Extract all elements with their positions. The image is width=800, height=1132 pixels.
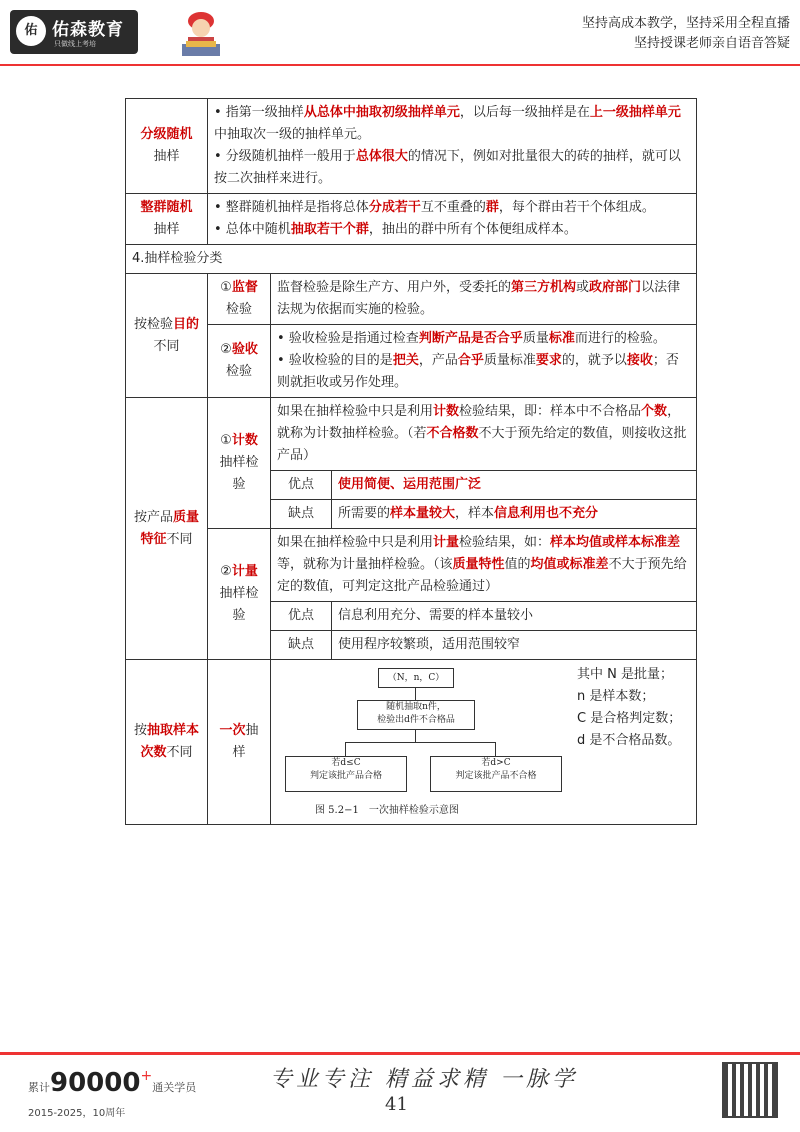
flow-edge-2 xyxy=(415,729,416,742)
content-multistage xyxy=(208,99,697,194)
flow-node-reject xyxy=(430,756,562,792)
bullet-cluster-2: • 总体中随机抽取若干个群，抽出的群中所有个体便组成样本。 xyxy=(214,222,577,237)
label-multistage xyxy=(126,99,208,194)
brand-name: 佑森教育 xyxy=(52,20,124,40)
single-sampling-flowchart xyxy=(275,662,565,818)
label-by-purpose: 按检验目的不同 xyxy=(126,274,208,398)
note-d: d 是不合格品数。 xyxy=(577,733,681,748)
slogan-line-1: 坚持高成本教学，坚持采用全程直播 xyxy=(581,16,790,31)
row-variable xyxy=(126,529,697,660)
bullet-cluster-1: • 整群随机抽样是指将总体分成若干互不重叠的群，每个群由若干个体组成。 xyxy=(214,200,655,215)
brand-logo xyxy=(10,10,138,54)
variable-desc: 如果在抽样检验中只是利用计量检验结果，如：样本均值或样本标准差等，就称为计量抽样检验。（该质量特性值的均值或标准差不大于预先给定的数值，可判定这批产品检验通过） xyxy=(277,535,687,594)
content-variable xyxy=(271,529,697,660)
page-header xyxy=(0,0,800,66)
row-single-sampling xyxy=(126,660,697,825)
row-acceptance xyxy=(126,325,697,398)
logo-seal-icon: 佑 xyxy=(16,16,46,46)
mascot-icon xyxy=(176,8,226,60)
row-attribute xyxy=(126,398,697,529)
flow-accept-line1: 若d≤C xyxy=(331,758,361,768)
label-by-times: 按抽取样本次数不同 xyxy=(126,660,208,825)
row-multistage xyxy=(126,99,697,194)
row-section-title xyxy=(126,245,697,274)
header-divider xyxy=(0,64,800,66)
symbol-notes xyxy=(577,664,697,752)
label-cluster xyxy=(126,194,208,245)
content-supervision: 监督检验是除生产方、用户外，受委托的第三方机构或政府部门以法律法规为依据而实施的检验。 xyxy=(271,274,697,325)
attribute-con-key: 缺点 xyxy=(271,500,332,529)
bullet-multistage-1: • 指第一级抽样从总体中抽取初级抽样单元，以后每一级抽样是在上一级抽样单元中抽取次一级的抽样单元。 xyxy=(214,105,681,142)
label-multistage-b: 抽样 xyxy=(153,149,180,164)
label-supervision: ①监督 检验 xyxy=(208,274,271,325)
flow-node-inspect xyxy=(357,700,475,730)
flow-inspect-line1: 随机抽取n件， xyxy=(386,702,446,712)
footer-count-suffix: 通关学员 xyxy=(152,1081,197,1094)
label-attribute: ①计数抽样检验 xyxy=(208,398,271,529)
note-n: n 是样本数； xyxy=(577,689,655,704)
flow-node-accept xyxy=(285,756,407,792)
bullet-acceptance-2: • 验收检验的目的是把关，产品合乎质量标准要求的，就予以接收；否则就拒收或另作处理。 xyxy=(277,353,679,390)
content-acceptance xyxy=(271,325,697,398)
content-cluster xyxy=(208,194,697,245)
flow-node-params: （N，n，C） xyxy=(378,668,454,688)
label-variable: ②计量抽样检验 xyxy=(208,529,271,660)
label-single: 一次抽样 xyxy=(208,660,271,825)
flow-inspect-line2: 检验出d件不合格品 xyxy=(377,715,455,725)
row-cluster xyxy=(126,194,697,245)
flow-accept-line2: 判定该批产品合格 xyxy=(309,771,382,781)
bullet-acceptance-1: • 验收检验是指通过检查判断产品是否合乎质量标准而进行的检验。 xyxy=(277,331,666,346)
slogan-line-2: 坚持授课老师亲自语音答疑 xyxy=(633,36,790,51)
qr-code-icon xyxy=(722,1062,778,1118)
flow-edge-1 xyxy=(415,687,416,700)
flow-edge-left xyxy=(345,742,346,756)
label-cluster-b: 抽样 xyxy=(153,222,180,237)
attribute-pros-cons xyxy=(271,470,696,528)
bullet-multistage-2: • 分级随机抽样一般用于总体很大的情况下，例如对批量很大的砖的抽样，就可以按二次抽样来进行。 xyxy=(214,149,681,186)
footer-stats xyxy=(28,1068,197,1119)
flow-caption: 图 5.2−1 一次抽样检验示意图 xyxy=(315,805,459,816)
flow-reject-line2: 判定该批产品不合格 xyxy=(455,771,537,781)
flow-reject-line1: 若d>C xyxy=(481,758,511,768)
footer-count-prefix: 累计 xyxy=(28,1081,50,1094)
label-by-quality: 按产品质量特征不同 xyxy=(126,398,208,660)
page-number: 41 xyxy=(385,1094,408,1115)
sampling-table xyxy=(125,98,697,825)
label-multistage-a: 分级随机 xyxy=(140,127,193,142)
note-N: 其中 N 是批量； xyxy=(577,667,673,682)
content-attribute xyxy=(271,398,697,529)
footer-count-plus: + xyxy=(140,1068,153,1084)
label-cluster-a: 整群随机 xyxy=(140,200,193,215)
footer-years: 2015-2025，10周年 xyxy=(28,1108,126,1119)
variable-pro-key: 优点 xyxy=(271,602,332,631)
variable-con-value: 使用程序较繁琐，适用范围较窄 xyxy=(332,631,697,660)
attribute-pro-value: 使用简便、运用范围广泛 xyxy=(332,471,697,500)
variable-con-key: 缺点 xyxy=(271,631,332,660)
attribute-con-value: 所需要的样本量较大，样本信息利用也不充分 xyxy=(332,500,697,529)
variable-pros-cons xyxy=(271,601,696,659)
label-acceptance: ②验收 检验 xyxy=(208,325,271,398)
content-single xyxy=(271,660,697,825)
brand-sub: 只做线上考培 xyxy=(54,40,96,48)
flow-edge-right xyxy=(495,742,496,756)
note-C: C 是合格判定数； xyxy=(577,711,682,726)
section-title: 4.抽样检验分类 xyxy=(126,245,697,274)
variable-pro-value: 信息利用充分、需要的样本量较小 xyxy=(332,602,697,631)
slogan xyxy=(582,14,790,54)
attribute-desc: 如果在抽样检验中只是利用计数检验结果，即：样本中不合格品个数，就称为计数抽样检验。（若不合格数不大于预先给定的数值，则接收这批产品） xyxy=(277,404,687,463)
footer-divider xyxy=(0,1052,800,1055)
flow-edge-split xyxy=(345,742,495,743)
row-supervision xyxy=(126,274,697,325)
attribute-pro-key: 优点 xyxy=(271,471,332,500)
footer-signature: 专业专注 精益求精 一脉学 xyxy=(270,1067,578,1092)
footer-count: 90000 xyxy=(50,1068,141,1098)
